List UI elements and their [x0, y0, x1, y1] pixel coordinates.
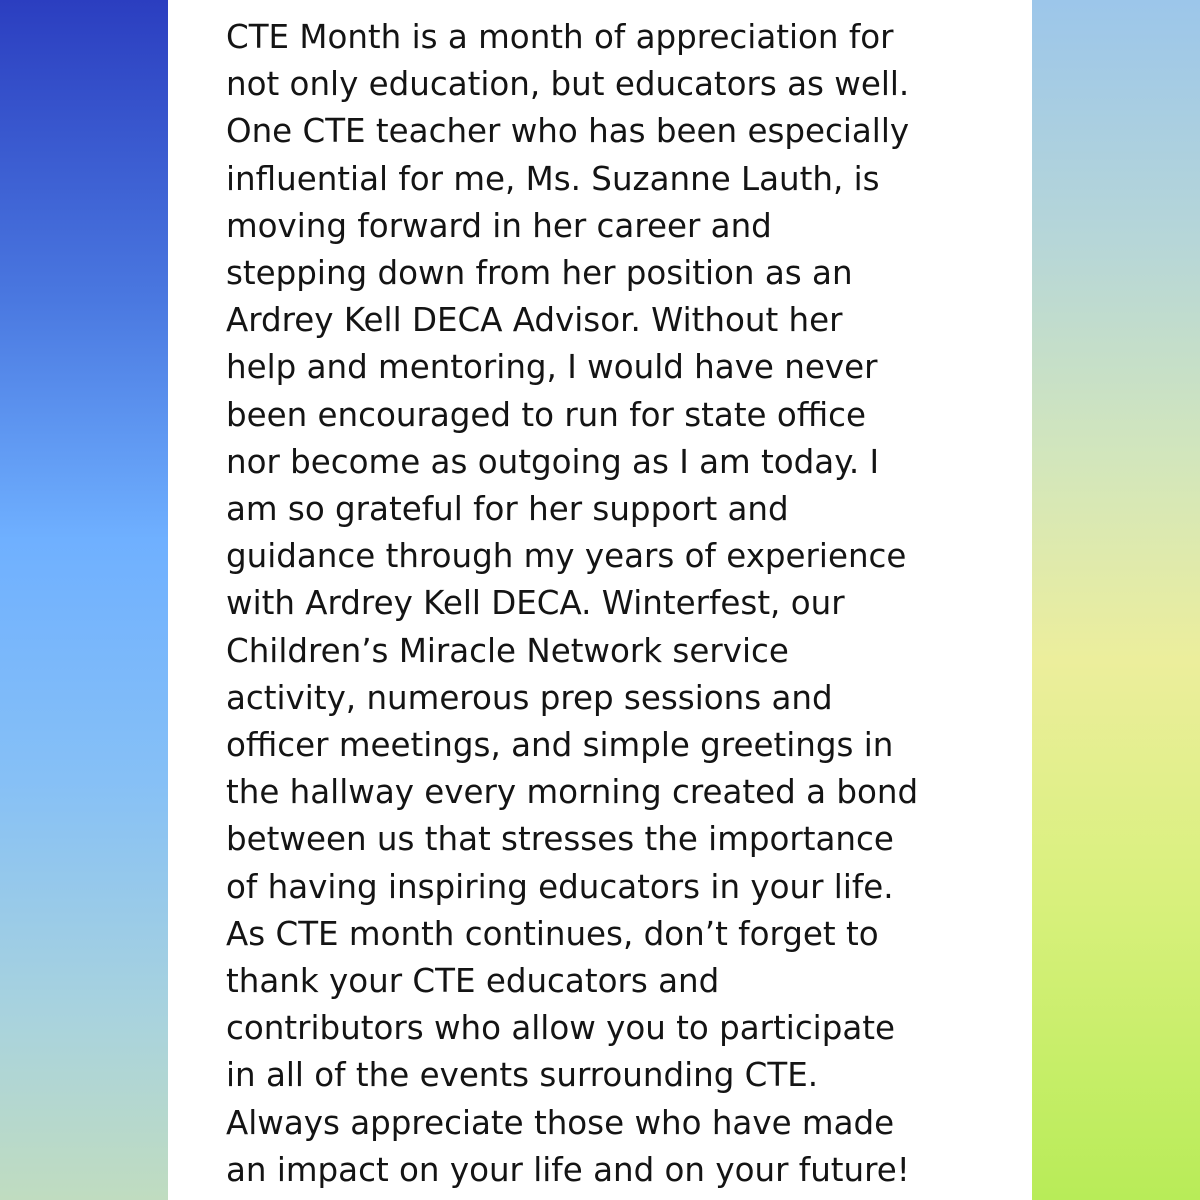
post-line: am so grateful for her support and: [226, 490, 789, 529]
post-line: not only education, but educators as well.: [226, 65, 910, 104]
post-line: help and mentoring, I would have never: [226, 348, 878, 387]
post-line: CTE Month is a month of appreciation for: [226, 18, 894, 56]
post-line: been encouraged to run for state office: [226, 395, 867, 434]
post-line: Ardrey Kell DECA Advisor. Without her: [226, 301, 843, 340]
right-gradient-border: [1032, 0, 1200, 1200]
post-line: between us that stresses the importance: [226, 820, 894, 859]
post-line: officer meetings, and simple greetings in: [226, 726, 894, 765]
post-line: in all of the events surrounding CTE.: [226, 1056, 819, 1095]
post-line: One CTE teacher who has been especially: [226, 112, 910, 151]
post-line: As CTE month continues, don’t forget to: [226, 914, 879, 953]
post-line: thank your CTE educators and: [226, 962, 720, 1001]
post-line: activity, numerous prep sessions and: [226, 678, 833, 717]
post-line: moving forward in her career and: [226, 206, 772, 245]
post-line: stepping down from her position as an: [226, 254, 853, 293]
post-line: nor become as outgoing as I am today. I: [226, 442, 880, 481]
post-line: an impact on your life and on your future!: [226, 1150, 910, 1189]
post-body: [226, 14, 1026, 1194]
post-line: influential for me, Ms. Suzanne Lauth, is: [226, 159, 880, 198]
post-line: the hallway every morning created a bond: [226, 773, 919, 812]
text-card: [168, 0, 1032, 1200]
post-line: of having inspiring educators in your life.: [226, 867, 894, 906]
post-line: with Ardrey Kell DECA. Winterfest, our: [226, 584, 845, 623]
left-gradient-border: [0, 0, 168, 1200]
post-line: Always appreciate those who have made: [226, 1103, 895, 1142]
post-line: guidance through my years of experience: [226, 537, 907, 576]
post-line: contributors who allow you to participate: [226, 1009, 895, 1048]
post-line: Children’s Miracle Network service: [226, 631, 789, 670]
